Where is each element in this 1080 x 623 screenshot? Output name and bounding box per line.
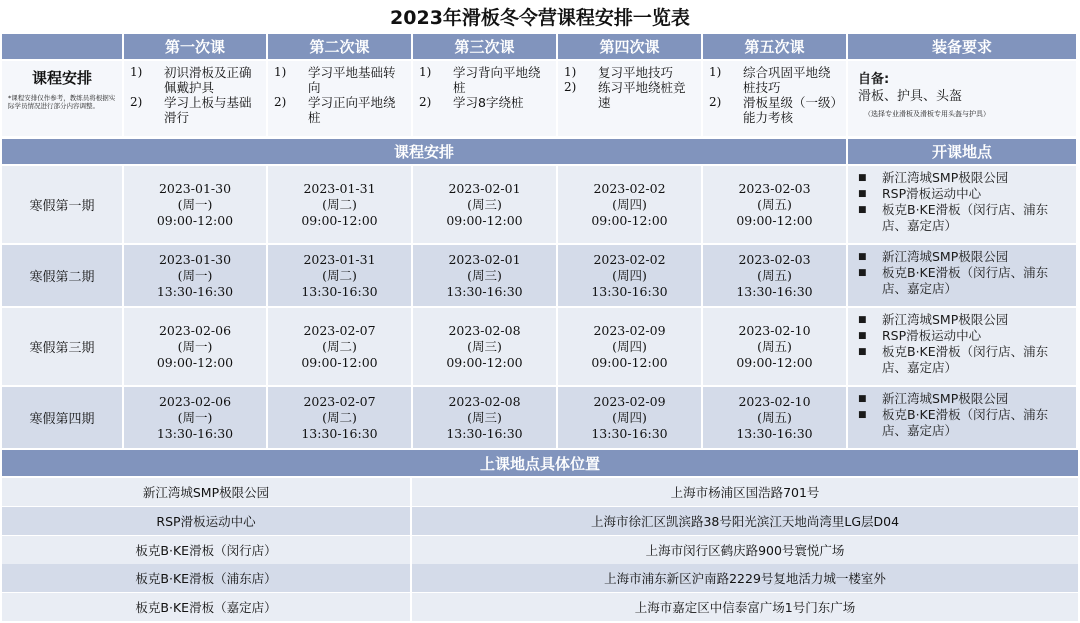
- venue-list-item: [858, 391, 1072, 407]
- black-square-icon: ■: [858, 252, 867, 262]
- location-address: 上海市闵行区鹤庆路900号寰悦广场: [645, 543, 845, 558]
- location-name-cell: [2, 478, 410, 506]
- venue-name: RSP滑板运动中心: [882, 186, 982, 201]
- period-label-cell: [2, 387, 122, 448]
- session-cell: [268, 166, 411, 243]
- venue-name: 新江湾城SMP极限公园: [882, 391, 1009, 406]
- session-date: 2023-02-02: [593, 251, 666, 267]
- session-time: 09:00-12:00: [301, 212, 378, 228]
- lesson-item: [564, 80, 693, 110]
- session-cell: [124, 387, 266, 448]
- black-square-icon: ■: [858, 410, 867, 420]
- session-cell: [703, 245, 846, 306]
- lesson-item: [130, 95, 258, 125]
- session-weekday: (周三): [467, 267, 502, 283]
- lesson-item-text: 学习上板与基础滑行: [164, 95, 252, 125]
- session-cell: [124, 166, 266, 243]
- equipment-self-label: 自备:: [858, 72, 890, 87]
- lesson-item-number: 2): [564, 80, 577, 94]
- session-cell: [703, 166, 846, 243]
- location-header: [2, 450, 1078, 476]
- venue-list-item: [858, 344, 1072, 376]
- session-cell: [268, 245, 411, 306]
- session-date: 2023-02-07: [303, 322, 376, 338]
- equipment-items: 滑板、护具、头盔: [858, 89, 963, 104]
- period-label-cell: [2, 308, 122, 385]
- session-date: 2023-02-02: [593, 180, 666, 196]
- session-weekday: (周四): [612, 196, 647, 212]
- session-time: 09:00-12:00: [301, 354, 378, 370]
- period-name: 寒假第一期: [29, 199, 95, 214]
- location-name: 板克B·KE滑板（闵行店）: [135, 543, 277, 558]
- location-name-cell: [2, 564, 410, 592]
- black-square-icon: ■: [858, 268, 867, 278]
- session-time: 13:30-16:30: [591, 425, 668, 441]
- session-date: 2023-02-08: [448, 393, 521, 409]
- session-time: 09:00-12:00: [736, 354, 813, 370]
- session-time: 09:00-12:00: [446, 354, 523, 370]
- session-time: 09:00-12:00: [591, 354, 668, 370]
- venue-list-item: [858, 202, 1072, 234]
- header-blank: [2, 34, 122, 59]
- location-name: RSP滑板运动中心: [156, 514, 256, 529]
- session-time: 13:30-16:30: [446, 283, 523, 299]
- lesson-content-1: [124, 61, 266, 136]
- period-name: 寒假第二期: [29, 270, 95, 285]
- header-lesson-label: 第一次课: [164, 38, 225, 56]
- header-equipment: [848, 34, 1076, 59]
- lesson-item-text: 学习8字绕桩: [453, 95, 524, 110]
- session-cell: [703, 387, 846, 448]
- venue-list-cell: [848, 166, 1076, 243]
- session-cell: [558, 245, 701, 306]
- lesson-item-text: 学习平地基础转向: [308, 65, 396, 95]
- session-time: 13:30-16:30: [736, 283, 813, 299]
- curriculum-label: 课程安排: [31, 69, 92, 87]
- venue-name: 板克B·KE滑板（闵行店、浦东店、嘉定店）: [882, 265, 1049, 296]
- lesson-item-text: 学习背向平地绕桩: [453, 65, 541, 95]
- session-date: 2023-02-09: [593, 322, 666, 338]
- session-time: 09:00-12:00: [736, 212, 813, 228]
- lesson-item-text: 综合巩固平地绕桩技巧: [743, 65, 831, 95]
- session-date: 2023-02-10: [738, 393, 811, 409]
- lesson-content-4: [558, 61, 701, 136]
- venue-name: RSP滑板运动中心: [882, 328, 982, 343]
- venue-header-label: 开课地点: [931, 143, 992, 161]
- session-weekday: (周二): [322, 409, 357, 425]
- lesson-item-number: 2): [709, 95, 722, 109]
- header-lesson-3: [413, 34, 556, 59]
- session-cell: [268, 308, 411, 385]
- lesson-item: [709, 95, 838, 125]
- lesson-item-number: 2): [130, 95, 143, 109]
- session-time: 09:00-12:00: [446, 212, 523, 228]
- lesson-content-3: [413, 61, 556, 136]
- session-date: 2023-02-03: [738, 180, 811, 196]
- lesson-content-2: [268, 61, 411, 136]
- venue-list-item: [858, 170, 1072, 186]
- lesson-item: [564, 65, 693, 80]
- session-date: 2023-02-06: [158, 393, 232, 409]
- lesson-item-text: 初识滑板及正确佩戴护具: [164, 65, 252, 95]
- session-cell: [703, 308, 846, 385]
- lesson-item: [709, 65, 838, 95]
- session-weekday: (周三): [467, 196, 502, 212]
- lesson-item: [130, 65, 258, 95]
- session-weekday: (周三): [467, 338, 502, 354]
- venue-list-cell: [848, 387, 1076, 448]
- lesson-item-number: 1): [564, 65, 577, 79]
- venue-list-item: [858, 328, 1072, 344]
- header-lesson-label: 第二次课: [309, 38, 370, 56]
- equipment-note: （选择专业滑板及滑板专用头盔与护具）: [864, 110, 990, 118]
- session-date: 2023-01-31: [303, 180, 376, 196]
- session-cell: [413, 308, 556, 385]
- location-address-cell: [412, 507, 1078, 535]
- lesson-item-number: 2): [419, 95, 432, 109]
- header-lesson-5: [703, 34, 846, 59]
- black-square-icon: ■: [858, 189, 867, 199]
- curriculum-note: *课程安排仅作参考，教练员将根据实际学员情况进行部分内容调整。: [8, 94, 116, 110]
- schedule-header: [2, 139, 846, 164]
- session-date: 2023-01-30: [158, 180, 232, 196]
- header-lesson-4: [558, 34, 701, 59]
- session-date: 2023-01-30: [158, 251, 232, 267]
- lesson-content-5: [703, 61, 846, 136]
- black-square-icon: ■: [858, 205, 867, 215]
- venue-header: [848, 139, 1076, 164]
- header-lesson-label: 第五次课: [744, 38, 805, 56]
- session-time: 13:30-16:30: [446, 425, 523, 441]
- lesson-item-number: 1): [130, 65, 143, 79]
- location-name: 新江湾城SMP极限公园: [142, 485, 270, 500]
- session-cell: [558, 387, 701, 448]
- session-time: 13:30-16:30: [301, 425, 378, 441]
- venue-name: 新江湾城SMP极限公园: [882, 170, 1009, 185]
- session-cell: [124, 245, 266, 306]
- location-name-cell: [2, 593, 410, 621]
- header-equipment-label: 装备要求: [931, 38, 992, 56]
- lesson-item-number: 1): [419, 65, 432, 79]
- black-square-icon: ■: [858, 331, 867, 341]
- location-name-cell: [2, 536, 410, 564]
- black-square-icon: ■: [858, 347, 867, 357]
- lesson-item-text: 复习平地技巧: [598, 65, 674, 80]
- lesson-item-number: 2): [274, 95, 287, 109]
- session-time: 13:30-16:30: [591, 283, 668, 299]
- location-address-cell: [412, 564, 1078, 592]
- venue-name: 板克B·KE滑板（闵行店、浦东店、嘉定店）: [882, 344, 1049, 375]
- session-time: 09:00-12:00: [156, 354, 234, 370]
- lesson-item: [274, 95, 403, 125]
- lesson-item: [274, 65, 403, 95]
- session-date: 2023-02-08: [448, 322, 521, 338]
- period-label-cell: [2, 245, 122, 306]
- venue-list-item: [858, 265, 1072, 297]
- session-cell: [124, 308, 266, 385]
- session-weekday: (周三): [467, 409, 502, 425]
- header-lesson-label: 第四次课: [599, 38, 660, 56]
- session-weekday: (周一): [177, 196, 213, 212]
- black-square-icon: ■: [858, 394, 867, 404]
- location-address-cell: [412, 536, 1078, 564]
- session-weekday: (周四): [612, 409, 647, 425]
- session-weekday: (周五): [757, 196, 792, 212]
- session-date: 2023-02-07: [303, 393, 376, 409]
- session-date: 2023-02-01: [448, 180, 521, 196]
- location-address: 上海市徐汇区凯滨路38号阳光滨江天地尚湾里LG层D04: [590, 514, 900, 529]
- period-name: 寒假第三期: [29, 341, 95, 356]
- session-date: 2023-02-01: [448, 251, 521, 267]
- venue-list-item: [858, 186, 1072, 202]
- black-square-icon: ■: [858, 315, 867, 325]
- session-weekday: (周五): [757, 409, 792, 425]
- period-name: 寒假第四期: [29, 412, 95, 427]
- equipment-cell: [848, 61, 1076, 136]
- location-address: 上海市浦东新区沪南路2229号复地活力城一楼室外: [604, 571, 886, 586]
- session-weekday: (周四): [612, 338, 647, 354]
- session-weekday: (周一): [177, 338, 213, 354]
- header-lesson-2: [268, 34, 411, 59]
- venue-name: 新江湾城SMP极限公园: [882, 249, 1009, 264]
- session-weekday: (周一): [177, 409, 213, 425]
- session-time: 13:30-16:30: [156, 425, 234, 441]
- lesson-item-text: 学习正向平地绕桩: [308, 95, 396, 125]
- header-lesson-1: [124, 34, 266, 59]
- lesson-item: [419, 65, 548, 95]
- session-time: 13:30-16:30: [736, 425, 813, 441]
- venue-list-item: [858, 249, 1072, 265]
- page-title: 2023年滑板冬令营课程安排一览表: [390, 7, 690, 29]
- session-weekday: (周二): [322, 267, 357, 283]
- session-cell: [413, 245, 556, 306]
- location-address: 上海市嘉定区中信泰富广场1号门东广场: [634, 600, 856, 615]
- black-square-icon: ■: [858, 173, 867, 183]
- location-name: 板克B·KE滑板（浦东店）: [135, 571, 277, 586]
- location-name-cell: [2, 507, 410, 535]
- period-label-cell: [2, 166, 122, 243]
- session-cell: [413, 387, 556, 448]
- session-time: 13:30-16:30: [301, 283, 378, 299]
- location-header-label: 上课地点具体位置: [479, 454, 600, 473]
- schedule-header-label: 课程安排: [393, 143, 454, 161]
- session-weekday: (周二): [322, 338, 357, 354]
- session-weekday: (周二): [322, 196, 357, 212]
- header-lesson-label: 第三次课: [454, 38, 515, 56]
- lesson-item-number: 1): [274, 65, 287, 79]
- session-date: 2023-02-03: [738, 251, 811, 267]
- session-time: 09:00-12:00: [156, 212, 234, 228]
- venue-name: 新江湾城SMP极限公园: [882, 312, 1009, 327]
- session-weekday: (周一): [177, 267, 213, 283]
- session-date: 2023-01-31: [303, 251, 376, 267]
- venue-name: 板克B·KE滑板（闵行店、浦东店、嘉定店）: [882, 202, 1049, 233]
- session-cell: [558, 308, 701, 385]
- session-date: 2023-02-10: [738, 322, 811, 338]
- lesson-item-text: 滑板星级（一级）能力考核: [743, 95, 837, 125]
- venue-list-item: [858, 312, 1072, 328]
- session-weekday: (周五): [757, 338, 792, 354]
- curriculum-label-cell: [2, 61, 122, 136]
- venue-list-cell: [848, 308, 1076, 385]
- location-address-cell: [412, 593, 1078, 621]
- venue-list-cell: [848, 245, 1076, 306]
- session-date: 2023-02-09: [593, 393, 666, 409]
- session-weekday: (周四): [612, 267, 647, 283]
- lesson-item-number: 1): [709, 65, 722, 79]
- session-time: 13:30-16:30: [156, 283, 234, 299]
- lesson-item-text: 练习平地绕桩竞速: [598, 80, 686, 110]
- lesson-item: [419, 95, 548, 110]
- session-cell: [558, 166, 701, 243]
- location-address-cell: [412, 478, 1078, 506]
- session-weekday: (周五): [757, 267, 792, 283]
- venue-name: 板克B·KE滑板（闵行店、浦东店、嘉定店）: [882, 407, 1049, 438]
- session-cell: [268, 387, 411, 448]
- venue-list-item: [858, 407, 1072, 439]
- session-date: 2023-02-06: [158, 322, 232, 338]
- session-time: 09:00-12:00: [591, 212, 668, 228]
- location-name: 板克B·KE滑板（嘉定店）: [135, 600, 277, 615]
- session-cell: [413, 166, 556, 243]
- location-address: 上海市杨浦区国浩路701号: [670, 485, 820, 500]
